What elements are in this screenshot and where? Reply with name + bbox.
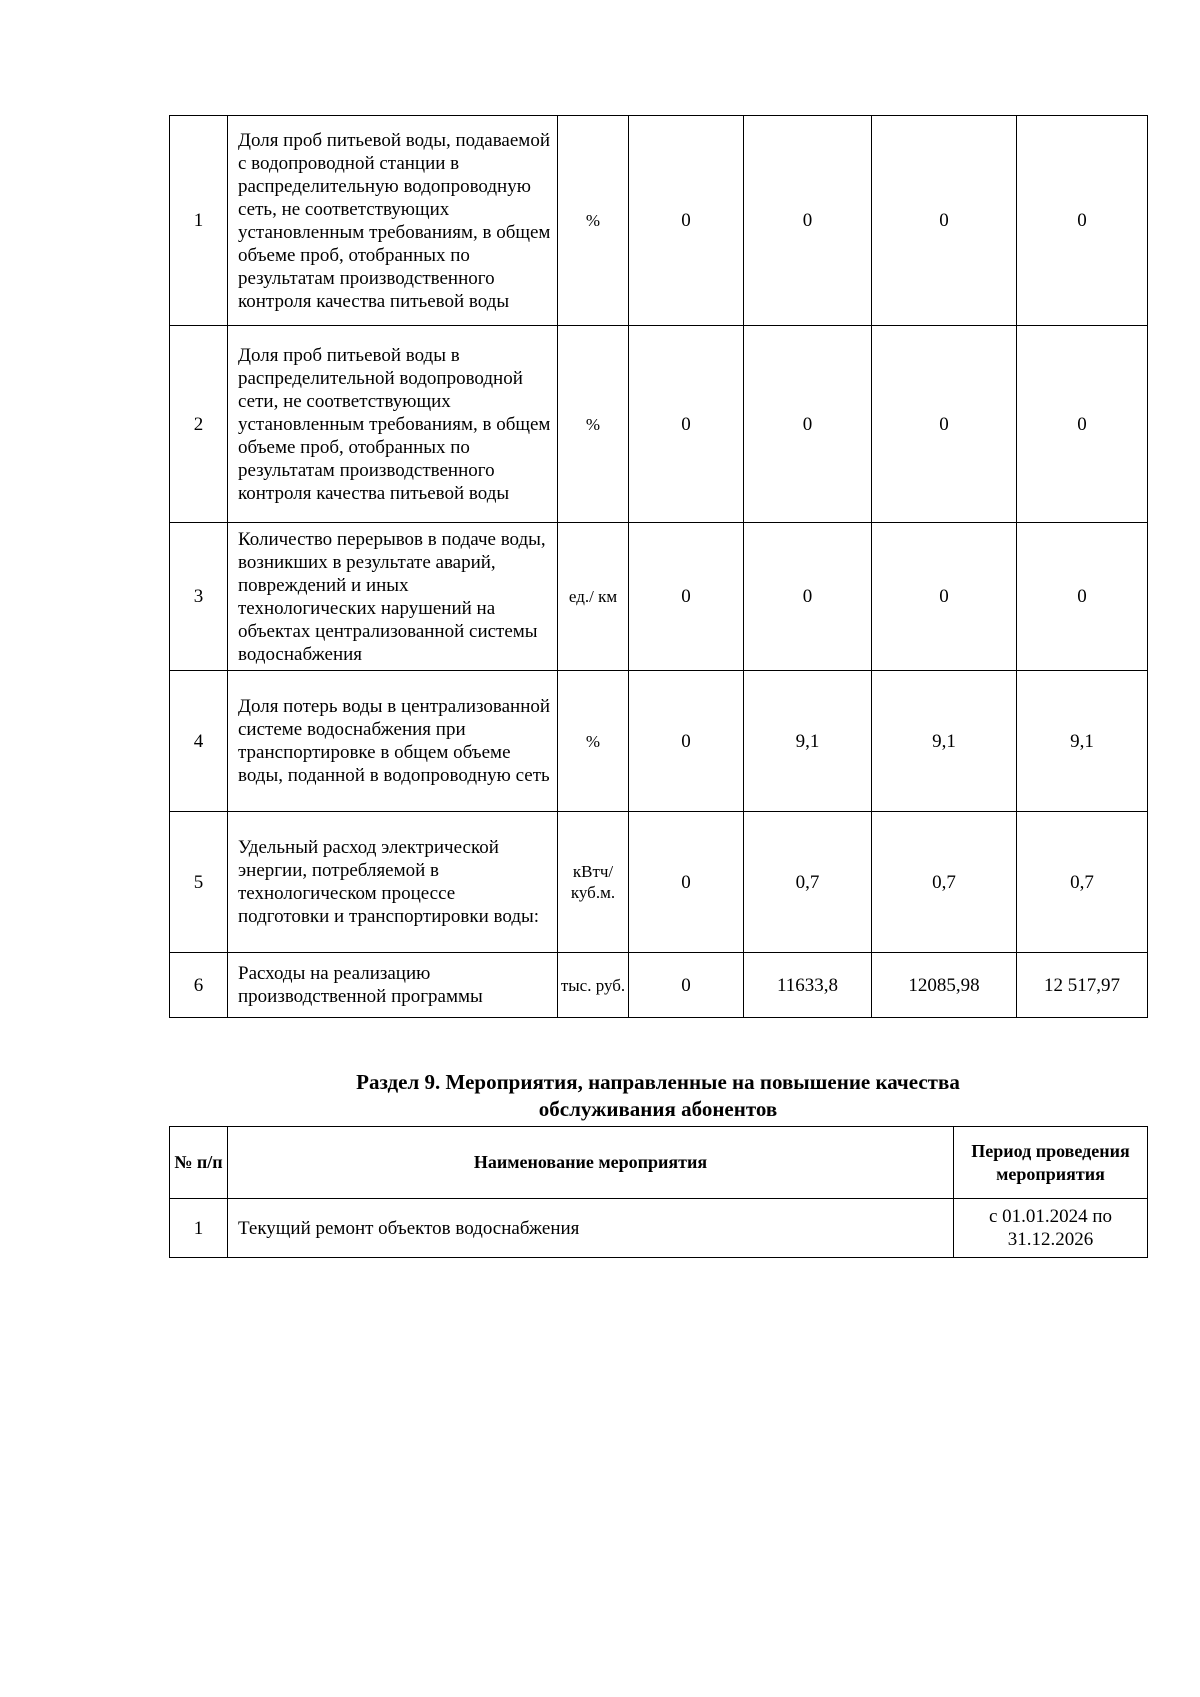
indicator-name: Доля потерь воды в централизованной системе водоснабжения при транспортировке в общем объеме воды, поданной в водопроводную сеть bbox=[228, 671, 558, 812]
indicator-value: 0 bbox=[1017, 326, 1148, 523]
indicator-value: 9,1 bbox=[744, 671, 872, 812]
indicator-unit: % bbox=[558, 671, 629, 812]
indicator-value: 0 bbox=[629, 671, 744, 812]
table-row bbox=[170, 671, 1148, 812]
indicator-value: 0 bbox=[1017, 523, 1148, 671]
row-number: 2 bbox=[170, 326, 228, 523]
indicator-value: 12 517,97 bbox=[1017, 953, 1148, 1018]
row-number: 1 bbox=[170, 1199, 228, 1258]
indicator-value: 0 bbox=[629, 326, 744, 523]
indicator-unit: тыс. руб. bbox=[558, 953, 629, 1018]
indicator-value: 0 bbox=[1017, 116, 1148, 326]
section-title bbox=[169, 1069, 1147, 1123]
table-header-row bbox=[170, 1127, 1148, 1199]
indicator-value: 12085,98 bbox=[872, 953, 1017, 1018]
row-number: 1 bbox=[170, 116, 228, 326]
indicator-value: 0,7 bbox=[872, 812, 1017, 953]
indicator-value: 0 bbox=[744, 523, 872, 671]
indicator-name: Доля проб питьевой воды в распределительной водопроводной сети, не соответствующих установленным требованиям, в общем объеме проб, отобранных по результатам производственного контроля качества питьевой воды bbox=[228, 326, 558, 523]
row-number: 4 bbox=[170, 671, 228, 812]
indicator-value: 11633,8 bbox=[744, 953, 872, 1018]
row-number: 3 bbox=[170, 523, 228, 671]
row-number: 6 bbox=[170, 953, 228, 1018]
section-title-line: Раздел 9. Мероприятия, направленные на повышение качества bbox=[356, 1070, 960, 1094]
table-row bbox=[170, 116, 1148, 326]
indicator-value: 0 bbox=[744, 116, 872, 326]
indicator-value: 0 bbox=[872, 116, 1017, 326]
indicator-value: 0,7 bbox=[744, 812, 872, 953]
measure-period: с 01.01.2024 по 31.12.2026 bbox=[954, 1199, 1148, 1258]
indicator-name: Количество перерывов в подаче воды, возникших в результате аварий, повреждений и иных технологических нарушений на объектах централизованной системы водоснабжения bbox=[228, 523, 558, 671]
table-row bbox=[170, 326, 1148, 523]
column-header-number: № п/п bbox=[170, 1127, 228, 1199]
indicator-name: Доля проб питьевой воды, подаваемой с водопроводной станции в распределительную водопроводную сеть, не соответствующих установленным требованиям, в общем объеме проб, отобранных по результатам производственного контроля качества питьевой воды bbox=[228, 116, 558, 326]
indicator-value: 0 bbox=[629, 812, 744, 953]
indicator-unit: кВтч/ куб.м. bbox=[558, 812, 629, 953]
indicator-value: 0 bbox=[744, 326, 872, 523]
table-row bbox=[170, 1199, 1148, 1258]
table-row bbox=[170, 523, 1148, 671]
indicator-value: 0 bbox=[629, 523, 744, 671]
column-header-period: Период проведения мероприятия bbox=[954, 1127, 1148, 1199]
indicator-name: Расходы на реализацию производственной программы bbox=[228, 953, 558, 1018]
table-row bbox=[170, 812, 1148, 953]
indicator-value: 9,1 bbox=[1017, 671, 1148, 812]
indicator-name: Удельный расход электрической энергии, потребляемой в технологическом процессе подготовки и транспортировки воды: bbox=[228, 812, 558, 953]
row-number: 5 bbox=[170, 812, 228, 953]
measures-table bbox=[169, 1126, 1148, 1258]
indicator-value: 0 bbox=[629, 953, 744, 1018]
column-header-name: Наименование мероприятия bbox=[228, 1127, 954, 1199]
indicator-unit: ед./ км bbox=[558, 523, 629, 671]
indicator-value: 0,7 bbox=[1017, 812, 1148, 953]
table-row bbox=[170, 953, 1148, 1018]
indicators-table bbox=[169, 115, 1148, 1018]
indicator-value: 9,1 bbox=[872, 671, 1017, 812]
indicator-unit: % bbox=[558, 116, 629, 326]
indicator-value: 0 bbox=[629, 116, 744, 326]
section-title-line: обслуживания абонентов bbox=[538, 1097, 778, 1121]
indicator-value: 0 bbox=[872, 326, 1017, 523]
measure-name: Текущий ремонт объектов водоснабжения bbox=[228, 1199, 954, 1258]
indicator-value: 0 bbox=[872, 523, 1017, 671]
indicator-unit: % bbox=[558, 326, 629, 523]
